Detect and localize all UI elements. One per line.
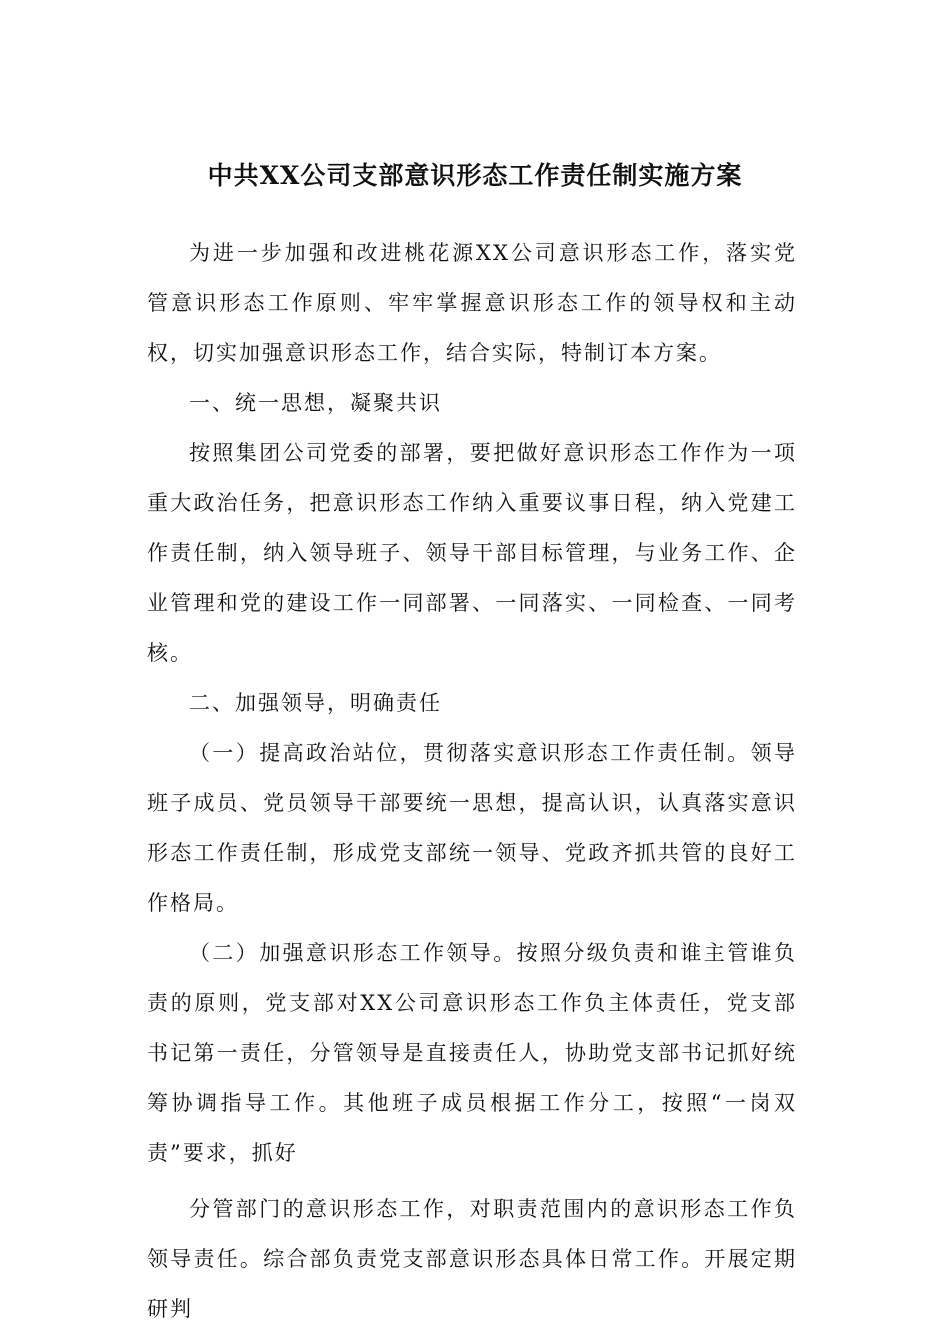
document-body — [147, 228, 797, 1334]
section-heading-1: 一、统一思想，凝聚共识 — [189, 391, 442, 415]
subsection-2-paragraph: （二）加强意识形态工作领导。按照分级负责和谁主管谁负责的原则，党支部对XX公司意识形态工作负主体责任，党支部书记第一责任，分管领导是直接责任人，协助党支部书记抓好统筹协调指导工作。其他班子成员根据工作分工，按照“一岗双责”要求，抓好 — [147, 941, 797, 1165]
section-1-paragraph: 按照集团公司党委的部署，要把做好意识形态工作作为一项重大政治任务，把意识形态工作纳入重要议事日程，纳入党建工作责任制，纳入领导班子、领导干部目标管理，与业务工作、企业管理和党的建设工作一同部署、一同落实、一同检查、一同考核。 — [147, 441, 797, 665]
continuation-paragraph: 分管部门的意识形态工作，对职责范围内的意识形态工作负领导责任。综合部负责党支部意识形态具体日常工作。开展定期研判 — [147, 1197, 797, 1321]
subsection-1-paragraph: （一）提高政治站位，贯彻落实意识形态工作责任制。领导班子成员、党员领导干部要统一思想，提高认识，认真落实意识形态工作责任制，形成党支部统一领导、党政齐抓共管的良好工作格局。 — [147, 741, 797, 915]
document-title: 中共XX公司支部意识形态工作责任制实施方案 — [207, 161, 743, 190]
intro-paragraph: 为进一步加强和改进桃花源XX公司意识形态工作，落实党管意识形态工作原则、牢牢掌握意识形态工作的领导权和主动权，切实加强意识形态工作，结合实际，特制订本方案。 — [147, 241, 797, 365]
section-heading-2: 二、加强领导，明确责任 — [189, 691, 442, 715]
